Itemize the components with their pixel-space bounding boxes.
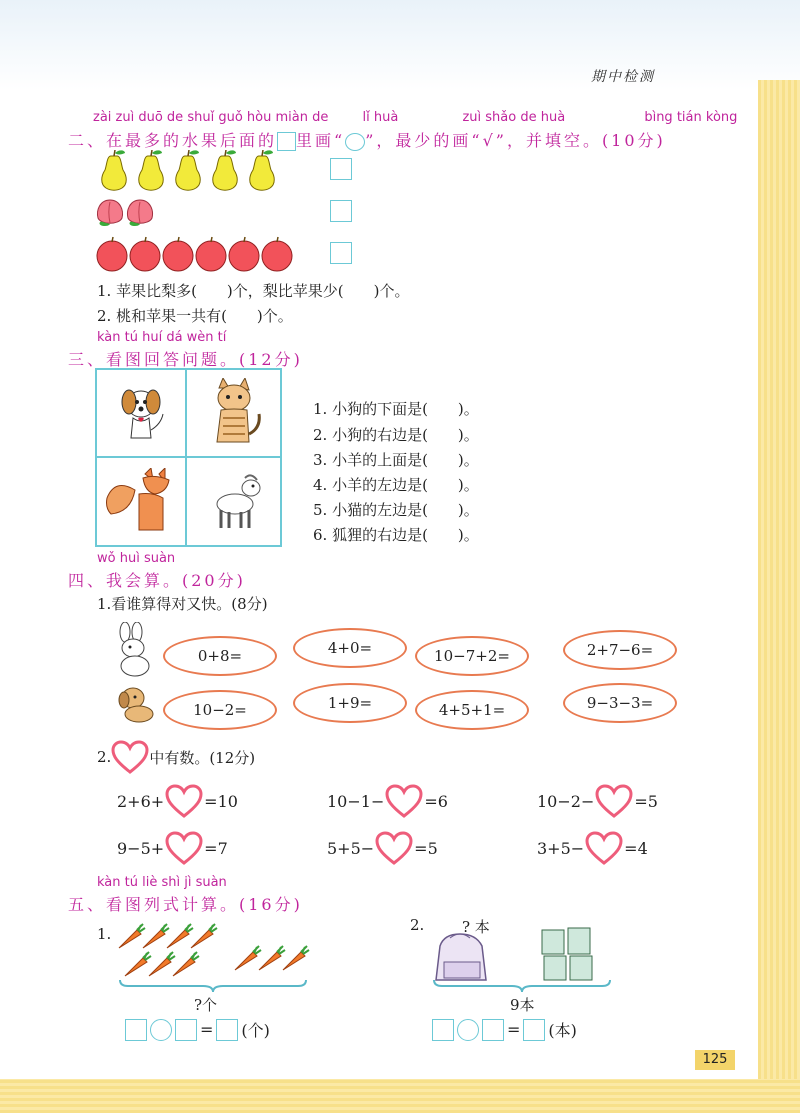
animal-grid — [95, 368, 282, 547]
section3-q4: 4. 小羊的左边是( )。 — [313, 476, 479, 494]
carrot-icon — [125, 952, 151, 976]
section2-q1: 1. 苹果比梨多( )个，梨比苹果少( )个。 — [97, 282, 410, 300]
apple-icon — [262, 237, 292, 271]
pears-row — [97, 150, 287, 192]
peach-icon — [128, 200, 153, 226]
top-band — [0, 0, 800, 90]
formula-circle[interactable] — [150, 1019, 172, 1041]
page-edge-bottom — [0, 1079, 800, 1113]
heart-icon — [111, 740, 149, 774]
oval-expression: 1+9= — [293, 683, 407, 723]
problem2-total: 9本 — [510, 996, 535, 1014]
pinyin-zuishaode: zuì shǎo de — [462, 110, 537, 125]
section2-q2: 2. 桃和苹果一共有( )个。 — [97, 307, 293, 325]
heart-equation — [117, 831, 228, 865]
problem1-total: ?个 — [194, 996, 218, 1014]
peach-icon — [98, 200, 123, 226]
section5-title: 五、看图列式计算。(16分) — [68, 895, 303, 914]
equation-right: =5 — [634, 791, 658, 811]
heart-equation — [537, 831, 648, 865]
pear-icon — [176, 150, 201, 190]
heart-answer-icon[interactable] — [595, 784, 633, 818]
page-header: 期中检测 — [591, 69, 655, 85]
page-number: 125 — [695, 1050, 735, 1070]
pear-icon — [102, 150, 127, 190]
apple-icon — [196, 237, 226, 271]
equation-right: =10 — [204, 791, 238, 811]
goat-icon — [209, 474, 269, 532]
brace-2 — [432, 978, 612, 994]
section3-title: 三、看图回答问题。(12分) — [68, 350, 303, 369]
backpack-icon — [430, 932, 498, 984]
apple-icon — [97, 237, 127, 271]
equation-right: =5 — [414, 838, 438, 858]
section2-title-b: 里画“ — [296, 131, 346, 150]
carrots-group — [115, 922, 315, 982]
circle-symbol — [345, 133, 365, 151]
section3-q1: 1. 小狗的下面是( )。 — [313, 400, 479, 418]
formula-circle[interactable] — [457, 1019, 479, 1041]
apple-icon — [163, 237, 193, 271]
heart-answer-icon[interactable] — [165, 831, 203, 865]
formula-box[interactable] — [216, 1019, 238, 1041]
carrot-icon — [167, 924, 193, 948]
formula-box[interactable] — [125, 1019, 147, 1041]
carrot-icon — [283, 946, 309, 970]
pinyin-tiankong: tián kòng — [676, 110, 738, 125]
section3-q6: 6. 狐狸的右边是( )。 — [313, 526, 479, 544]
pinyin-li: lǐ — [362, 110, 370, 125]
section3-q3: 3. 小羊的上面是( )。 — [313, 451, 479, 469]
carrot-icon — [149, 952, 175, 976]
apple-icon — [229, 237, 259, 271]
apple-icon — [130, 237, 160, 271]
puppy-icon — [115, 684, 160, 726]
heart-equation — [327, 784, 448, 818]
section2-title-c: ”，最少的画“√”，并填空。(10分) — [365, 131, 666, 150]
section4-sub2-num: 2. — [97, 748, 112, 766]
pinyin-zuiduode: zuì duō de — [115, 110, 184, 125]
formula-2 — [432, 1018, 577, 1041]
equation-left: 2+6+ — [117, 791, 165, 811]
answer-box-apples[interactable] — [330, 242, 352, 264]
equation-left: 3+5− — [537, 838, 585, 858]
pinyin-hua: huà — [373, 110, 399, 125]
equation-left: 5+5− — [327, 838, 375, 858]
heart-answer-icon[interactable] — [585, 831, 623, 865]
formula-unit: (个) — [241, 1021, 270, 1040]
oval-expression: 0+8= — [163, 636, 277, 676]
section4-sub2-text: 中有数。(12分) — [149, 748, 256, 767]
heart-answer-icon[interactable] — [165, 784, 203, 818]
equation-right: =7 — [204, 838, 228, 858]
rabbit-icon — [113, 622, 158, 677]
section2-title-a: 二、在最多的水果后面的 — [68, 131, 278, 150]
carrot-icon — [143, 924, 169, 948]
cat-icon — [205, 378, 265, 450]
peaches-row — [95, 196, 160, 228]
section4-sub1: 1.看谁算得对又快。(8分) — [97, 595, 268, 613]
formula-equals: = — [200, 1020, 214, 1039]
section4-title: 四、我会算。(20分) — [68, 571, 246, 590]
equation-left: 10−1− — [327, 791, 385, 811]
oval-expression: 4+0= — [293, 628, 407, 668]
section3-q2: 2. 小狗的右边是( )。 — [313, 426, 479, 444]
section5-pinyin: kàn tú liè shì jì suàn — [97, 875, 227, 890]
apples-row — [95, 236, 300, 272]
square-symbol — [277, 132, 296, 151]
carrot-icon — [173, 952, 199, 976]
problem1-number: 1. — [97, 925, 112, 943]
heart-answer-icon[interactable] — [385, 784, 423, 818]
page-edge-right — [758, 80, 800, 1113]
formula-box[interactable] — [523, 1019, 545, 1041]
carrot-icon — [119, 924, 145, 948]
fox-icon — [105, 468, 180, 534]
section2-title — [68, 128, 666, 151]
section3-pinyin: kàn tú huí dá wèn tí — [97, 330, 227, 345]
oval-expression: 2+7−6= — [563, 630, 677, 670]
pear-icon — [213, 150, 238, 190]
carrot-icon — [259, 946, 285, 970]
pinyin-shuiguo: shuǐ guǒ — [187, 110, 243, 125]
oval-expression: 10−2= — [163, 690, 277, 730]
section4-sub2 — [97, 740, 255, 774]
equation-left: 9−5+ — [117, 838, 165, 858]
oval-expression: 10−7+2= — [415, 636, 529, 676]
oval-expression: 9−3−3= — [563, 683, 677, 723]
formula-box[interactable] — [175, 1019, 197, 1041]
section4-pinyin: wǒ huì suàn — [97, 551, 176, 566]
pear-icon — [139, 150, 164, 190]
formula-box[interactable] — [482, 1019, 504, 1041]
carrot-icon — [235, 946, 261, 970]
answer-box-pears[interactable] — [330, 158, 352, 180]
pinyin-houmiande: hòu miàn de — [246, 110, 329, 125]
formula-equals: = — [507, 1020, 521, 1039]
pinyin-bing: bìng — [644, 110, 673, 125]
equation-right: =6 — [424, 791, 448, 811]
section3-q5: 5. 小猫的左边是( )。 — [313, 501, 479, 519]
grid-divider — [97, 456, 280, 458]
books-icon — [540, 926, 596, 984]
heart-equation — [327, 831, 438, 865]
heart-equation — [537, 784, 658, 818]
pinyin-zai: zài — [93, 110, 112, 125]
formula-unit: (本) — [548, 1021, 577, 1040]
pear-icon — [250, 150, 275, 190]
answer-box-peaches[interactable] — [330, 200, 352, 222]
pinyin-hua-2: huà — [540, 110, 566, 125]
heart-equation — [117, 784, 238, 818]
problem2-number: 2. — [410, 916, 425, 934]
oval-expression: 4+5+1= — [415, 690, 529, 730]
equation-right: =4 — [624, 838, 648, 858]
formula-box[interactable] — [432, 1019, 454, 1041]
heart-answer-icon[interactable] — [375, 831, 413, 865]
dog-icon — [117, 380, 172, 445]
section2-pinyin — [93, 110, 737, 125]
formula-1 — [125, 1018, 270, 1041]
brace-1 — [118, 978, 308, 994]
equation-left: 10−2− — [537, 791, 595, 811]
carrot-icon — [191, 924, 217, 948]
problem2-unknown: ? 本 — [462, 918, 490, 936]
